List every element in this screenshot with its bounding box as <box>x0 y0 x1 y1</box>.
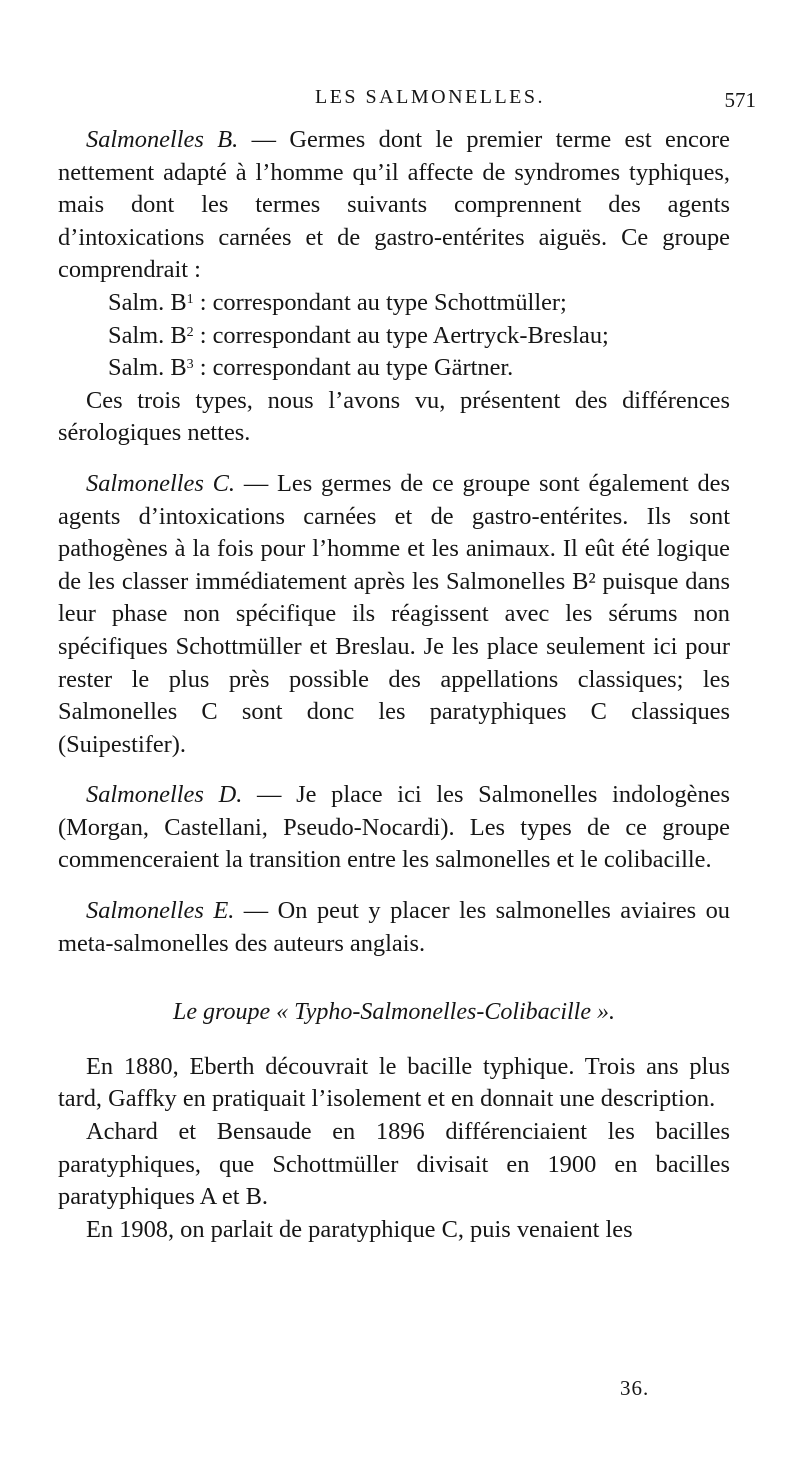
list-item-sup: 1 <box>186 291 194 307</box>
section-lead-e: Salmonelles E. <box>86 897 235 925</box>
page-number: 571 <box>724 88 756 112</box>
paragraph-serology: Ces trois types, nous l’avons vu, présentent des différences sérologiques nettes. <box>58 386 730 447</box>
list-item-name: Salm. B <box>108 288 187 316</box>
paragraph-history-2: Achard et Bensaude en 1896 différenciaient les bacilles paratyphiques, que Schottmüller divisait en 1900 en bacilles paratyphiques A et B. <box>58 1118 730 1211</box>
body-text <box>58 124 730 1246</box>
signature-mark: 36. <box>620 1376 650 1400</box>
list-item-name: Salm. B <box>108 321 187 349</box>
section-lead-d: Salmonelles D. <box>86 781 243 809</box>
paragraph-text: — Je place ici les Salmonelles indologènes (Morgan, Castellani, Pseudo-Nocardi). Les types de ce groupe commenceraient la transition entre les salmonelles et le colibacille. <box>58 781 730 874</box>
list-item <box>58 287 730 320</box>
running-title: LES SALMONELLES. <box>315 86 545 108</box>
list-item-sup: 3 <box>186 357 194 373</box>
salmonella-b-list <box>58 287 730 385</box>
list-item-name: Salm. B <box>108 354 187 382</box>
section-lead-b: Salmonelles B. <box>86 126 239 153</box>
list-item-desc: : correspondant au type Gärtner. <box>193 354 514 382</box>
paragraph-text: — On peut y placer les salmonelles aviaires ou meta-salmonelles des auteurs anglais. <box>58 897 730 957</box>
group-heading: Le groupe « Typho-Salmonelles-Colibacille ». <box>173 999 615 1026</box>
paragraph-salmonelles-e <box>58 895 730 960</box>
paragraph-text: — Germes dont le premier terme est encore nettement adapté à l’homme qu’il affecte de syndromes typhiques, mais dont les termes suivants comprennent des agents d’intoxications carnées et de gastro-entérites aiguës. Ce groupe comprendrait : <box>58 126 731 284</box>
list-item <box>58 352 730 385</box>
list-item-sup: 2 <box>186 324 194 340</box>
list-item-desc: : correspondant au type Schottmüller; <box>193 288 567 316</box>
paragraph-salmonelles-d <box>58 779 730 877</box>
list-item <box>58 320 730 353</box>
paragraph-history-1: En 1880, Eberth découvrait le bacille typhique. Trois ans plus tard, Gaffky en pratiquait l’isolement et en donnait une description. <box>58 1052 730 1113</box>
section-lead-c: Salmonelles C. <box>86 469 236 497</box>
paragraph-salmonelles-b <box>58 124 730 287</box>
list-item-desc: : correspondant au type Aertryck-Breslau; <box>193 321 609 349</box>
paragraph-text: — Les germes de ce groupe sont également des agents d’intoxications carnées et de gastro-entérites. Ils sont pathogènes à la fois pour l’homme et les animaux. Il eût été logique de les classer immédiatement après les Salmonelles B² puisque dans leur phase non spécifique ils réagissent avec les sérums non spécifiques Schottmüller et Breslau. Je les place seulement ici pour rester le plus près possible des appellations classiques; les Salmonelles C sont donc les paratyphiques C classiques (Suipestifer). <box>58 469 730 758</box>
paragraph-salmonelles-c <box>58 468 730 761</box>
paragraph-history-3: En 1908, on parlait de paratyphique C, puis venaient les <box>86 1215 633 1243</box>
